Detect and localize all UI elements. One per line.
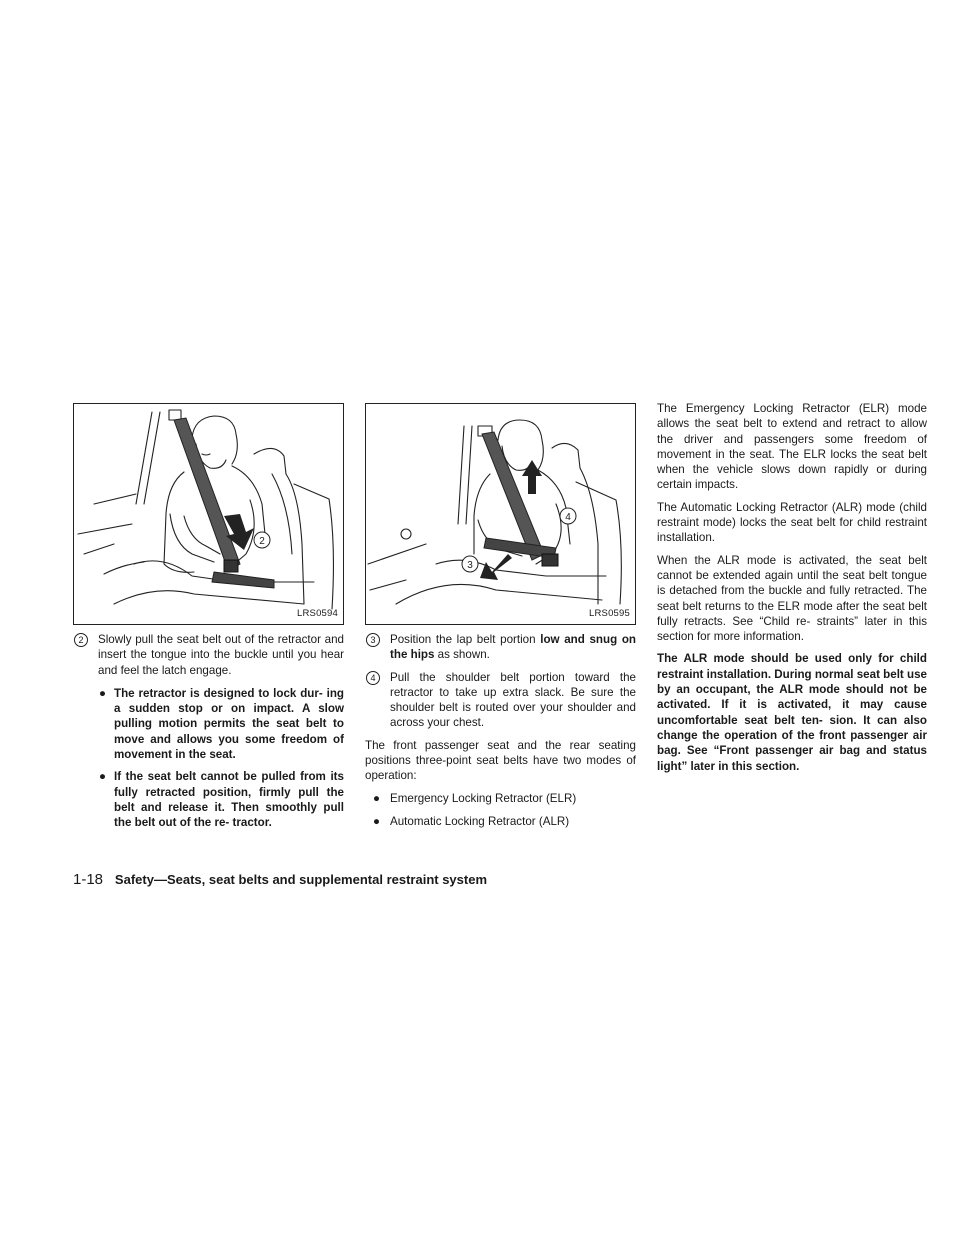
step-3-text: Position the lap belt portion low and snug on the hips as shown. (390, 633, 636, 662)
bullet-icon: ● (373, 814, 381, 828)
alr-warning: The ALR mode should be used only for child restraint installation. During normal seat belt use by an occupant, the ALR mode should not be activated. If it is activated, it may cause uncomfortable seat belt ten- sion. It can also change the operation of the front passenger air bag. See “Front passenger air bag and status light” later in this section. (657, 652, 927, 773)
bullet-icon: ● (99, 770, 107, 784)
list-item (73, 686, 344, 762)
step-4-text: Pull the shoulder belt portion toward the retractor to take up extra slack. Be sure the shoulder belt is routed over your shoulder and across your chest. (390, 670, 636, 730)
step-number-4-badge: 4 (366, 671, 380, 685)
step-3 (365, 632, 636, 663)
mode-alr: Automatic Locking Retractor (ALR) (390, 814, 570, 828)
alr-paragraph: The Automatic Locking Retractor (ALR) mode (child restraint mode) locks the seat belt for child restraint installation. (657, 500, 927, 545)
figure-lap-belt-position (365, 403, 636, 625)
bullet-text: If the seat belt cannot be pulled from its fully retracted position, firmly pull the belt and release it. Then smoothly pull the belt out of the re- tractor. (114, 770, 344, 830)
page-footer (73, 871, 487, 888)
right-column (657, 401, 927, 781)
figure-code: LRS0595 (588, 607, 630, 619)
alr-activation-paragraph: When the ALR mode is activated, the seat belt cannot be extended again until the seat belt tongue is detached from the buckle and fully retracted. The seat belt returns to the ELR mode after the seat belt fully retracts. See “Child re- straints” later in this section for more information. (657, 553, 927, 644)
retractor-notes-list (73, 686, 344, 831)
modes-intro: The front passenger seat and the rear seating positions three-point seat belts have two modes of operation: (365, 738, 636, 783)
list-item (365, 814, 636, 829)
left-column (73, 403, 344, 838)
mode-elr: Emergency Locking Retractor (ELR) (390, 791, 577, 805)
modes-list (365, 791, 636, 830)
step-2 (73, 632, 344, 678)
callout-4: 4 (565, 512, 571, 523)
figure-seat-belt-insert (73, 403, 344, 625)
elr-paragraph: The Emergency Locking Retractor (ELR) mode allows the seat belt to extend and retract to allow the driver and passengers some freedom of movement in the seat. The ELR locks the seat belt when the vehicle slows down rapidly or during certain impacts. (657, 402, 927, 492)
lap-belt-position-illustration (366, 404, 635, 624)
middle-column (365, 403, 636, 837)
step-number-3-badge: 3 (366, 633, 380, 647)
step-4 (365, 670, 636, 731)
figure-code: LRS0594 (296, 607, 338, 619)
step-2-text: Slowly pull the seat belt out of the retractor and insert the tongue into the buckle until you hear and feel the latch engage. (98, 633, 344, 677)
bullet-text: The retractor is designed to lock dur- ing a sudden stop or on impact. A slow pulling motion permits the seat belt to move and allows you some freedom of movement in the seat. (114, 686, 344, 762)
callout-3: 3 (467, 560, 473, 571)
step-number-2-badge: 2 (74, 633, 88, 647)
seat-belt-insert-illustration (74, 404, 343, 624)
list-item (73, 769, 344, 830)
bullet-icon: ● (99, 686, 107, 700)
section-title: Safety—Seats, seat belts and supplemental restraint system (114, 872, 488, 887)
page-number: 1-18 (73, 871, 104, 888)
callout-2: 2 (259, 536, 265, 547)
list-item (365, 791, 636, 806)
bullet-icon: ● (373, 791, 381, 805)
